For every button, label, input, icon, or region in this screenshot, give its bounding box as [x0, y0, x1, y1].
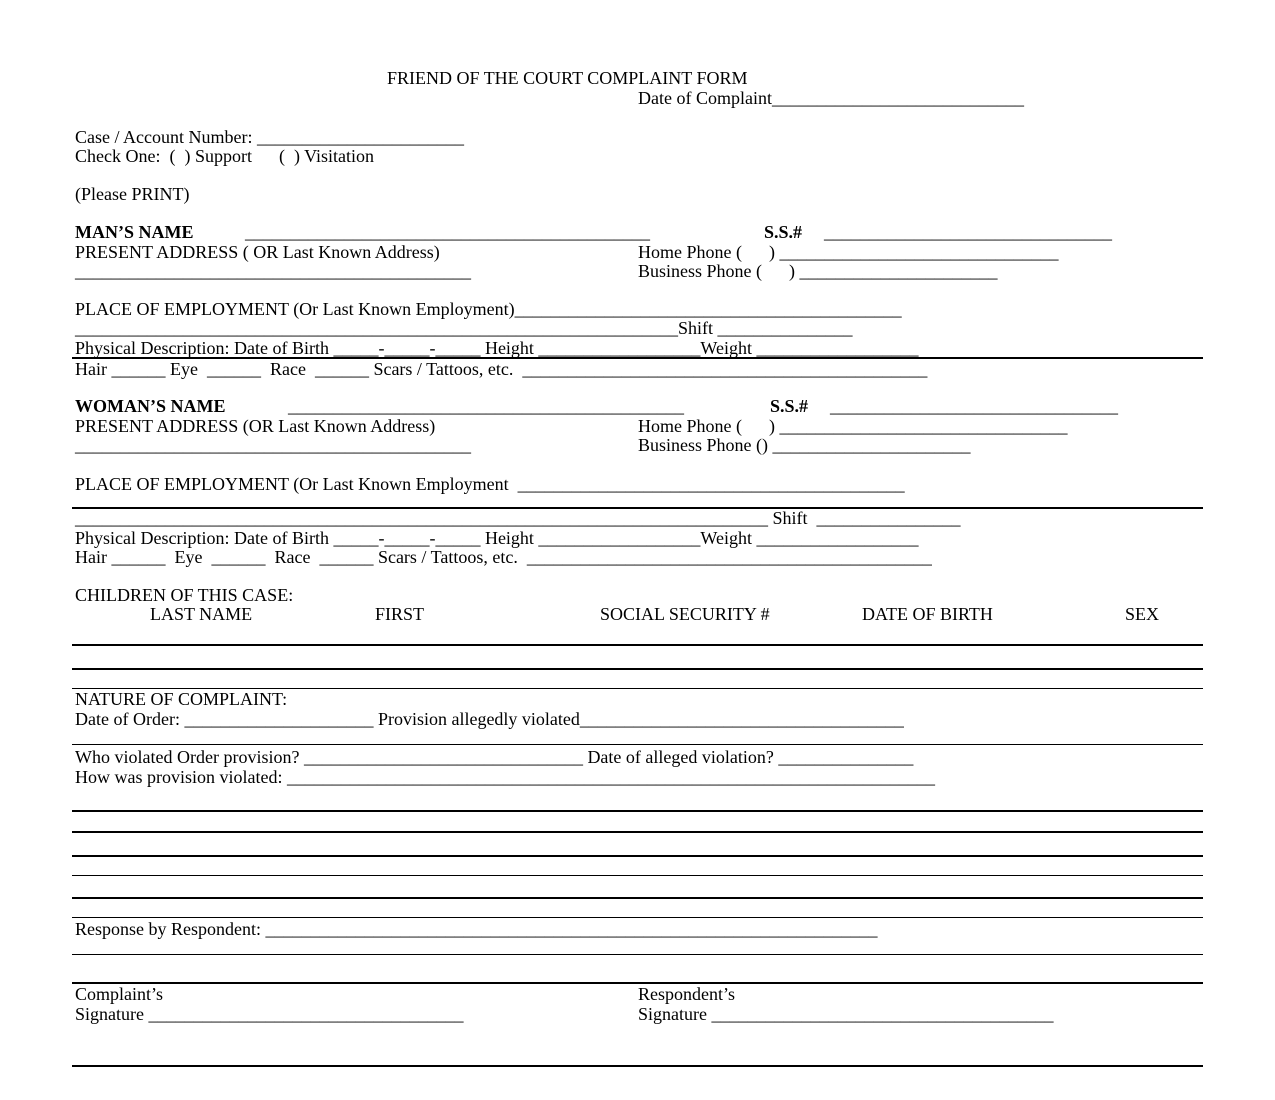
complaint-line[interactable]	[72, 831, 1203, 833]
woman-address-field[interactable]: ____________________________________________	[75, 435, 471, 455]
man-business-phone-field[interactable]: Business Phone ( ) ______________________	[638, 261, 998, 281]
man-employment-shift-field[interactable]: ___________________________________________________________________Shift _______________	[75, 318, 853, 338]
complaint-heading: NATURE OF COMPLAINT:	[75, 689, 288, 709]
column-social-security: SOCIAL SECURITY #	[600, 604, 770, 624]
man-name-label: MAN’S NAME	[75, 222, 194, 242]
complaint-line[interactable]	[72, 897, 1203, 899]
complaint-line[interactable]	[72, 875, 1203, 876]
complainant-label: Complaint’s	[75, 984, 164, 1004]
woman-name-field[interactable]: ____________________________________________	[288, 396, 684, 416]
column-first: FIRST	[375, 604, 425, 624]
complaint-line[interactable]	[72, 810, 1203, 812]
respondent-signature-field[interactable]: Signature ______________________________________	[638, 1004, 1054, 1024]
woman-name-label: WOMAN’S NAME	[75, 396, 226, 416]
man-hair-eye-race-field[interactable]: Hair ______ Eye ______ Race ______ Scars / Tattoos, etc. _____________________________________________	[75, 359, 928, 379]
man-address-field[interactable]: ____________________________________________	[75, 261, 471, 281]
respondent-label: Respondent’s	[638, 984, 735, 1004]
column-sex: SEX	[1125, 604, 1160, 624]
divider	[72, 1065, 1203, 1067]
woman-ss-label: S.S.#	[770, 396, 809, 416]
woman-hair-eye-race-field[interactable]: Hair ______ Eye ______ Race ______ Scars / Tattoos, etc. _____________________________________________	[75, 547, 932, 567]
children-heading: CHILDREN OF THIS CASE:	[75, 585, 294, 605]
complaint-line[interactable]	[72, 917, 1203, 918]
complaint-line[interactable]	[72, 855, 1203, 857]
woman-address-label: PRESENT ADDRESS (OR Last Known Address)	[75, 416, 436, 436]
complainant-signature-field[interactable]: Signature ___________________________________	[75, 1004, 464, 1024]
who-violated-field[interactable]: Who violated Order provision? _______________________________ Date of alleged violation? _______________	[75, 747, 914, 767]
woman-physical-description-field[interactable]: Physical Description: Date of Birth _____-_____-_____ Height __________________Weight __________________	[75, 528, 919, 548]
response-by-respondent-field[interactable]: Response by Respondent: ____________________________________________________________________	[75, 919, 878, 939]
date-of-complaint-field[interactable]: Date of Complaint____________________________	[638, 88, 1024, 108]
case-account-number-field[interactable]: Case / Account Number: _______________________	[75, 127, 464, 147]
woman-home-phone-field[interactable]: Home Phone ( ) ________________________________	[638, 416, 1068, 436]
child-row-line[interactable]	[72, 644, 1203, 646]
man-employment-field[interactable]: PLACE OF EMPLOYMENT (Or Last Known Employment)___________________________________________	[75, 299, 902, 319]
date-of-order-field[interactable]: Date of Order: _____________________ Provision allegedly violated____________________________________	[75, 709, 904, 729]
man-address-label: PRESENT ADDRESS ( OR Last Known Address)	[75, 242, 440, 262]
man-ss-label: S.S.#	[764, 222, 803, 242]
how-violated-field[interactable]: How was provision violated: ________________________________________________________________________	[75, 767, 935, 787]
column-date-of-birth: DATE OF BIRTH	[862, 604, 993, 624]
child-row-line[interactable]	[72, 668, 1203, 670]
woman-business-phone-field[interactable]: Business Phone () ______________________	[638, 435, 971, 455]
check-one-support-visitation[interactable]: Check One: ( ) Support ( ) Visitation	[75, 146, 375, 166]
please-print-note: (Please PRINT)	[75, 184, 190, 204]
woman-employment-field[interactable]: PLACE OF EMPLOYMENT (Or Last Known Employment ___________________________________________	[75, 474, 905, 494]
form-title: FRIEND OF THE COURT COMPLAINT FORM	[387, 68, 748, 88]
complaint-line[interactable]	[72, 744, 1203, 745]
woman-employment-shift-field[interactable]: _____________________________________________________________________________ Shift ________________	[75, 508, 961, 528]
man-name-field[interactable]: _____________________________________________	[245, 222, 650, 242]
response-line[interactable]	[72, 954, 1203, 955]
woman-ss-field[interactable]: ________________________________	[830, 396, 1118, 416]
man-home-phone-field[interactable]: Home Phone ( ) _______________________________	[638, 242, 1059, 262]
man-ss-field[interactable]: ________________________________	[824, 222, 1112, 242]
column-last-name: LAST NAME	[150, 604, 253, 624]
man-physical-description-field[interactable]: Physical Description: Date of Birth _____-_____-_____ Height __________________Weight __________________	[75, 338, 919, 358]
